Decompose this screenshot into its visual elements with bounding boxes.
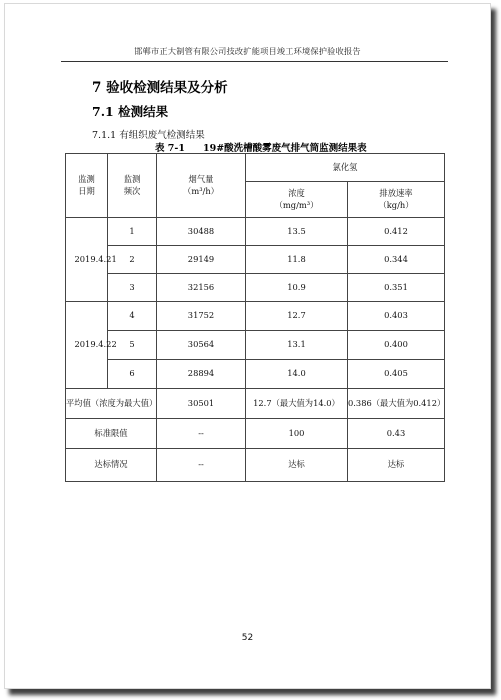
table-row (66, 302, 445, 331)
flow-cell: 28894 (157, 360, 246, 389)
limit-label: 标准限值 (66, 419, 157, 449)
rate-cell: 0.412 (348, 218, 445, 246)
flow-cell: 30488 (157, 218, 246, 246)
conc-cell: 10.9 (246, 274, 348, 302)
table-caption-number: 表 7-1 (155, 143, 185, 154)
flow-cell: -- (157, 449, 246, 482)
rate-cell: 0.405 (348, 360, 445, 389)
page-header-title: 邯郸市正大制管有限公司技改扩能项目竣工环境保护验收报告 (134, 46, 361, 56)
average-label: 平均值（浓度为最大值） (66, 389, 157, 419)
header-divider (61, 61, 448, 62)
limit-row (66, 419, 445, 449)
table-row (66, 274, 445, 302)
freq-cell: 1 (108, 218, 157, 246)
table-row (66, 218, 445, 246)
header-frequency: 监测频次 (108, 154, 157, 218)
flow-cell: 30501 (157, 389, 246, 419)
date-cell: 2019.4.21 (66, 218, 108, 302)
header-pollutant-hcl: 氯化氢 (246, 154, 445, 182)
table-row (66, 246, 445, 274)
table-caption (155, 140, 367, 154)
conc-cell: 13.1 (246, 331, 348, 360)
rate-cell: 0.386（最大值为0.412） (348, 389, 445, 419)
section-heading-7-1-1: 7.1.1 有组织废气检测结果 (92, 130, 205, 141)
freq-cell: 3 (108, 274, 157, 302)
status-row (66, 449, 445, 482)
flow-cell: 30564 (157, 331, 246, 360)
status-label: 达标情况 (66, 449, 157, 482)
section-heading-7-1: 7.1 检测结果 (92, 104, 169, 119)
flow-cell: 32156 (157, 274, 246, 302)
conc-cell: 11.8 (246, 246, 348, 274)
freq-cell: 5 (108, 331, 157, 360)
conc-cell: 12.7（最大值为14.0） (246, 389, 348, 419)
table-row (66, 360, 445, 389)
flow-cell: 29149 (157, 246, 246, 274)
header-date: 监测日期 (66, 154, 108, 218)
page-number: 52 (241, 633, 254, 643)
freq-cell: 2 (108, 246, 157, 274)
conc-cell: 14.0 (246, 360, 348, 389)
rate-cell: 0.351 (348, 274, 445, 302)
rate-cell: 0.400 (348, 331, 445, 360)
header-emission-rate: 排放速率 （kg/h） (348, 182, 445, 218)
flow-cell: -- (157, 419, 246, 449)
header-flow: 烟气量 （m³/h） (157, 154, 246, 218)
table-caption-text: 19#酸洗槽酸雾废气排气筒监测结果表 (202, 143, 367, 154)
document-page (4, 3, 491, 689)
conc-cell: 12.7 (246, 302, 348, 331)
date-cell: 2019.4.22 (66, 302, 108, 389)
freq-cell: 6 (108, 360, 157, 389)
section-heading-7: 7 验收检测结果及分析 (92, 80, 228, 96)
freq-cell: 4 (108, 302, 157, 331)
flow-cell: 31752 (157, 302, 246, 331)
table-row (66, 331, 445, 360)
header-concentration: 浓度 （mg/m³） (246, 182, 348, 218)
average-row (66, 389, 445, 419)
conc-cell: 13.5 (246, 218, 348, 246)
conc-cell: 达标 (246, 449, 348, 482)
rate-cell: 0.403 (348, 302, 445, 331)
rate-cell: 0.43 (348, 419, 445, 449)
monitoring-results-table (65, 153, 445, 482)
rate-cell: 0.344 (348, 246, 445, 274)
rate-cell: 达标 (348, 449, 445, 482)
conc-cell: 100 (246, 419, 348, 449)
